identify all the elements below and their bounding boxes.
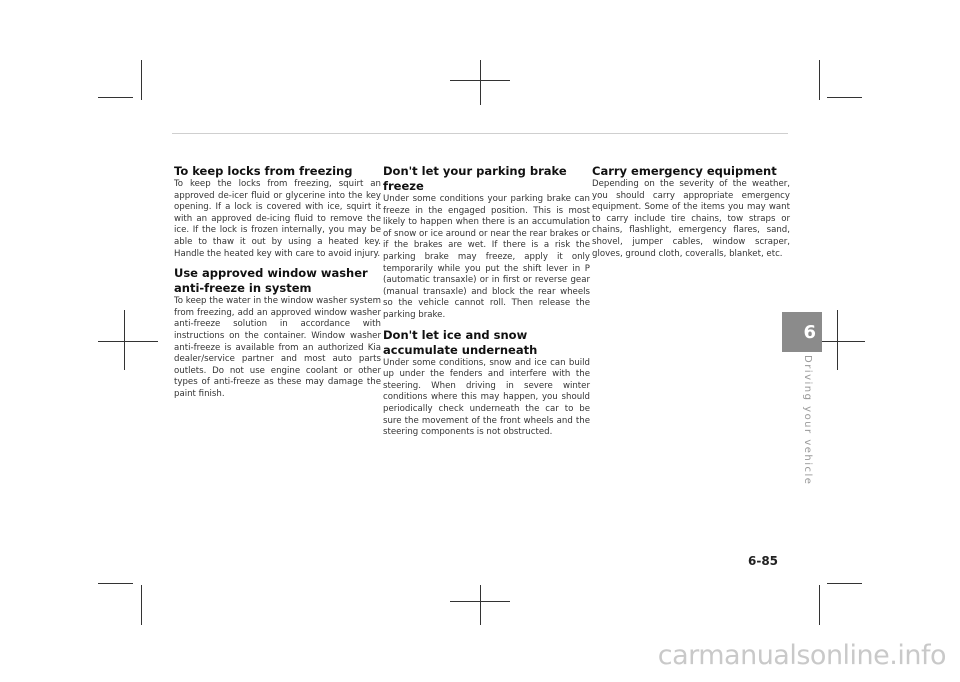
text-column-3	[592, 164, 790, 266]
section-heading: Use approved window washer anti-freeze in system	[174, 266, 368, 296]
chapter-tab: 6	[782, 312, 822, 352]
section-heading: To keep locks from freezing	[174, 164, 353, 178]
crop-mark	[141, 585, 142, 625]
text-column-1	[174, 164, 381, 407]
registration-mark	[124, 310, 125, 370]
section-heading: Carry emergency equipment	[592, 164, 777, 178]
section-body: To keep the water in the window washer system from freezing, add an approved window washer anti-freeze solution in accordance with instructions on the container. Window washer anti-freeze is available from an authorized Kia dealer/service partner and most auto parts outlets. Do not use engine coolant or other types of anti-freeze as these may damage the paint finish.	[174, 296, 381, 399]
crop-mark	[827, 583, 862, 584]
section-heading: Don't let ice and snow accumulate underneath	[383, 327, 538, 357]
header-rule	[172, 133, 788, 134]
watermark: carmanualsonline.info	[657, 640, 946, 671]
chapter-title: Driving your vehicle	[802, 355, 813, 486]
crop-mark	[141, 60, 142, 100]
crop-mark	[98, 97, 133, 98]
registration-mark	[480, 60, 481, 105]
section-body: To keep the locks from freezing, squirt an approved de-icer fluid or glycerine into the key opening. If a lock is covered with ice, squirt it with an approved de-icing fluid to remove the ice. If the lock is frozen internally, you may be able to thaw it out by using a heated key. Handle the heated key with care to avoid injury.	[174, 179, 381, 259]
section-body: Depending on the severity of the weather, you should carry appropriate emergency equipment. Some of the items you may want to carry include tire chains, tow straps or chains, flashlight, emergency flares, sand, shovel, jumper cables, window scraper, gloves, ground cloth, coveralls, blanket, etc.	[592, 179, 790, 259]
registration-mark	[480, 585, 481, 625]
crop-mark	[98, 583, 133, 584]
registration-mark	[98, 341, 158, 342]
section-body: Under some conditions, snow and ice can build up under the fenders and interfere with the steering. When driving in severe winter conditions where this may happen, you should periodically check underneath the car to be sure the movement of the front wheels and the steering components is not obstructed.	[383, 357, 590, 438]
crop-mark	[827, 97, 862, 98]
crop-mark	[819, 585, 820, 625]
registration-mark	[837, 310, 838, 370]
crop-mark	[819, 60, 820, 100]
text-column-2	[383, 164, 590, 445]
section-body: Under some conditions your parking brake can freeze in the engaged position. This is most likely to happen when there is an accumulation of snow or ice around or near the rear brakes or if the brakes are wet. If there is a risk the parking brake may freeze, apply it only temporarily while you put the shift lever in P (automatic transaxle) or in first or reverse gear (manual transaxle) and block the rear wheels so the vehicle cannot roll. Then release the parking brake.	[383, 194, 590, 320]
page-number: 6-85	[748, 554, 779, 568]
section-heading: Don't let your parking brake freeze	[383, 164, 567, 193]
